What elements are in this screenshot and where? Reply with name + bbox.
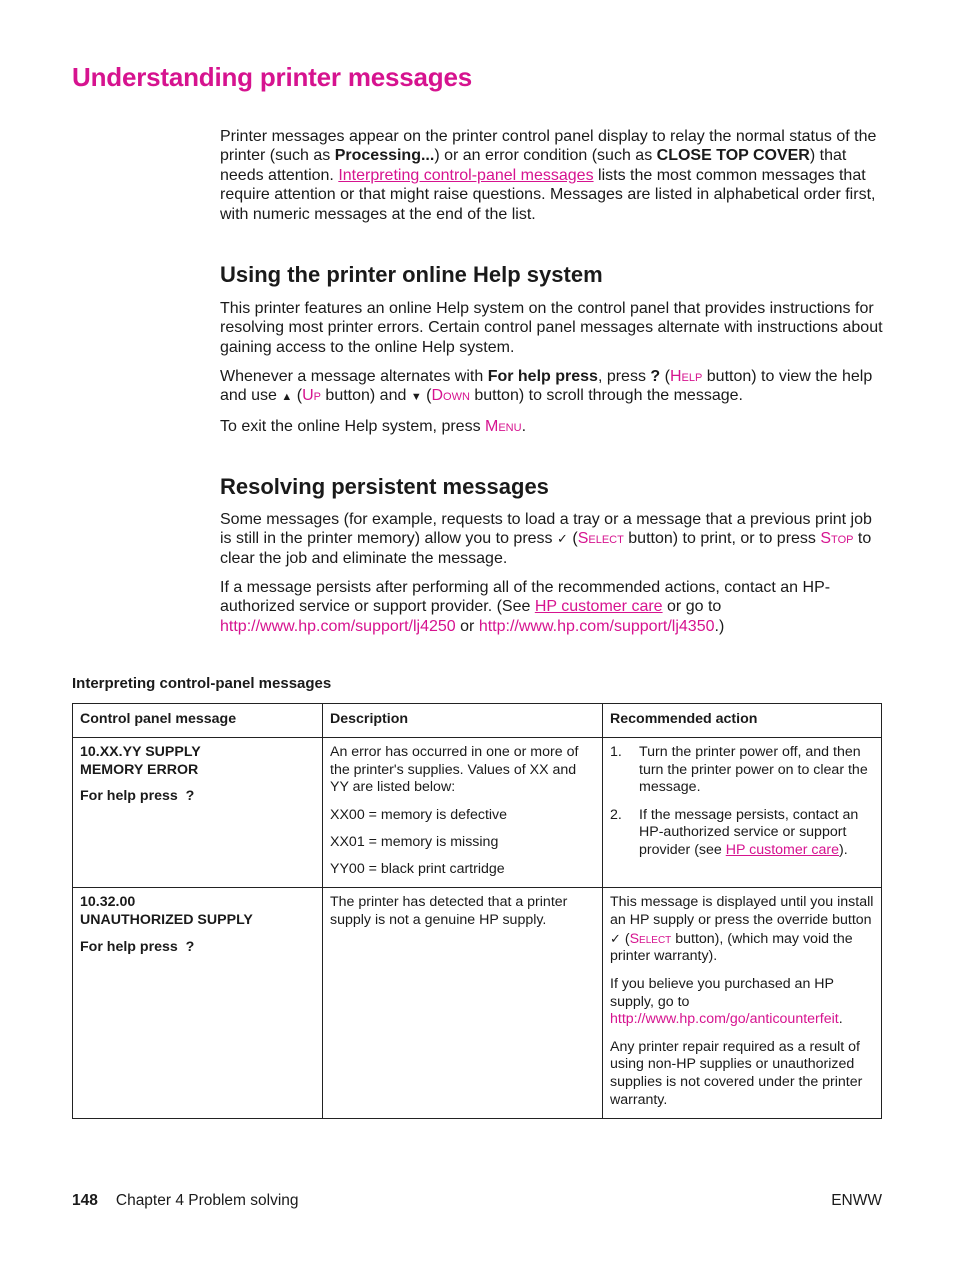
persist-paragraph-2: If a message persists after performing all of the recommended actions, contact an HP-authorized service or support provider. (See HP customer care or go to http://www.hp.com/support/lj4250 or http://www.hp.com/support/lj4350.) [220, 578, 831, 635]
list-item: 2. If the message persists, contact an HP-authorized service or support provider (see HP customer care). [610, 806, 859, 859]
header-description: Description [323, 704, 603, 738]
lj4350-support-link[interactable]: http://www.hp.com/support/lj4350 [478, 617, 715, 635]
help-prompt: For help press ? [80, 938, 195, 955]
chapter-label: Chapter 4 Problem solving [115, 1192, 299, 1209]
description-text: XX01 = memory is missing [330, 833, 499, 850]
menu-button-name: Menu [485, 418, 522, 436]
table-caption: Interpreting control-panel messages [72, 675, 332, 692]
message-cell [73, 888, 323, 1119]
action-text: Any printer repair required as a result of using non-HP supplies or unauthorized supplies is not covered under the printer warranty. [610, 1038, 863, 1109]
action-cell [603, 737, 882, 887]
help-button-name: Help [669, 367, 703, 385]
action-steps [610, 744, 874, 860]
description-text: The printer has detected that a printer supply is not a genuine HP supply. [330, 894, 568, 928]
message-name: 10.32.00 UNAUTHORIZED SUPPLY [80, 894, 253, 928]
help-question-icon: ? [650, 367, 661, 385]
up-arrow-icon: ▲ [281, 391, 293, 404]
help-section-body [220, 299, 885, 446]
help-question-icon: ? [185, 938, 195, 955]
help-section-heading: Using the printer online Help system [220, 262, 603, 287]
checkmark-icon: ✓ [610, 930, 621, 946]
close-top-cover-message: CLOSE TOP COVER [656, 147, 810, 165]
up-button-name: Up [302, 387, 321, 405]
help-question-icon: ? [185, 788, 195, 805]
action-cell [603, 888, 882, 1119]
help-paragraph-1: This printer features an online Help system on the control panel that provides instructions for resolving most printer errors. Certain control panel messages alternate with instructions about gaining access to the online Help system. [220, 300, 883, 356]
down-arrow-icon: ▼ [410, 391, 422, 404]
header-recommended-action: Recommended action [603, 704, 882, 738]
persist-paragraph-1: Some messages (for example, requests to load a tray or a message that a previous print job is still in the printer memory) allow you to press ✓ (Select button) to print, or to press Stop to clear the job and eliminate the message. [220, 511, 872, 567]
hp-customer-care-link[interactable]: HP customer care [534, 598, 663, 616]
message-name: 10.XX.YY SUPPLY MEMORY ERROR [80, 743, 201, 778]
select-button-name: Select [629, 930, 672, 947]
action-text: If you believe you purchased an HP supply, go to http://www.hp.com/go/anticounterfeit. [610, 975, 843, 1028]
help-paragraph-2: Whenever a message alternates with For help press, press ? (Help button) to view the help and use ▲ (Up button) and ▼ (Down button) to scroll through the message. [220, 367, 873, 405]
action-text: This message is displayed until you install an HP supply or press the override button ✓ (Select button), (which may void the printer warranty). [610, 894, 874, 965]
interpreting-messages-link[interactable]: Interpreting control-panel messages [338, 166, 594, 184]
page-title: Understanding printer messages [72, 62, 472, 92]
down-button-name: Down [431, 387, 470, 405]
anticounterfeit-link[interactable]: http://www.hp.com/go/anticounterfeit [610, 1011, 839, 1028]
checkmark-icon: ✓ [557, 531, 568, 547]
processing-message: Processing... [334, 147, 435, 165]
description-text: An error has occurred in one or more of the printer's supplies. Values of XX and YY are listed below: [330, 743, 579, 796]
footer-right-label: ENWW [831, 1192, 882, 1209]
intro-paragraph: Printer messages appear on the printer control panel display to relay the normal status of the printer (such as Processing...) or an error condition (such as CLOSE TOP COVER) that needs attention. Interpreting control-panel messages lists the most common messages that require attention or that might raise questions. Messages are listed in alphabetical order first, with numeric messages at the end of the list. [220, 128, 877, 223]
table-header-row [73, 704, 882, 738]
table-row [73, 888, 882, 1119]
lj4250-support-link[interactable]: http://www.hp.com/support/lj4250 [220, 617, 456, 635]
page-footer [72, 1192, 882, 1210]
select-button-name: Select [577, 530, 624, 548]
hp-customer-care-link[interactable]: HP customer care [725, 842, 840, 859]
help-paragraph-3: To exit the online Help system, press Menu. [220, 418, 527, 436]
description-text: YY00 = black print cartridge [330, 861, 505, 878]
list-item: 1. Turn the printer power off, and then turn the printer power on to clear the message. [610, 743, 868, 796]
help-prompt: For help press ? [80, 788, 195, 805]
page-number: 148 [72, 1192, 98, 1209]
description-cell [323, 737, 603, 887]
messages-table [72, 703, 882, 1119]
stop-button-name: Stop [820, 530, 854, 548]
description-text: XX00 = memory is defective [330, 806, 508, 823]
persist-section-heading: Resolving persistent messages [220, 474, 549, 499]
description-cell [323, 888, 603, 1119]
persist-section-body [220, 510, 885, 646]
header-control-panel-message: Control panel message [73, 704, 323, 738]
table-row [73, 737, 882, 887]
message-cell [73, 737, 323, 887]
